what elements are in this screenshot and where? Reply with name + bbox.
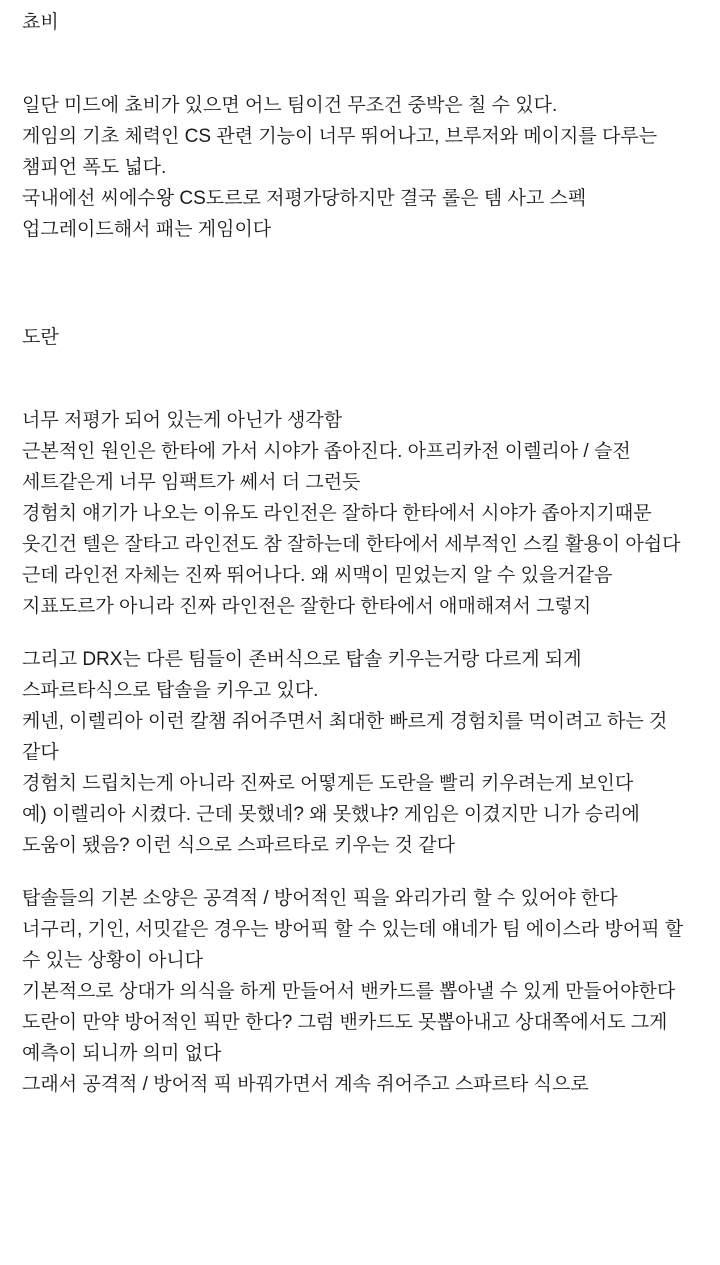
paragraph: 국내에선 씨에수왕 CS도르로 저평가당하지만 결국 롤은 템 사고 스펙 업그레이드해서 패는 게임이다 [22,188,592,240]
paragraph-group-doran [22,405,698,622]
paragraph: 근본적인 원인은 한타에 가서 시야가 좁아진다. 아프리카전 이렐리아 / 슬전 세트같은게 너무 임팩트가 쎄서 더 그런듯 [22,441,636,493]
spacer [22,622,698,644]
paragraph-group-drx [22,644,698,861]
paragraph: 경험치 드립치는게 아니라 진짜로 어떻게든 도란을 빨리 키우려는게 보인다 [22,773,634,794]
spacer [22,38,698,90]
section-heading-chovy: 쵸비 [22,12,59,33]
spacer [22,353,698,405]
paragraph: 케넨, 이렐리아 이런 칼챔 쥐어주면서 최대한 빠르게 경험치를 먹이려고 하는 것 같다 [22,711,673,763]
paragraph: 도란이 만약 방어적인 픽만 한다? 그럼 밴카드도 못뽑아내고 상대쪽에서도 그게 예측이 되니까 의미 없다 [22,1012,673,1064]
paragraph: 일단 미드에 쵸비가 있으면 어느 팀이건 무조건 중박은 칠 수 있다. [22,95,558,116]
spacer [22,245,698,323]
section-chovy [22,8,698,245]
paragraph: 지표도르가 아니라 진짜 라인전은 잘한다 한타에서 애매해져서 그렇지 [22,596,592,617]
paragraph: 게임의 기초 체력인 CS 관련 기능이 너무 뛰어나고, 브루저와 메이지를 다루는 챔피언 폭도 넓다. [22,126,663,178]
paragraph: 그래서 공격적 / 방어적 픽 바꿔가면서 계속 쥐어주고 스파르타 식으로 [22,1074,589,1095]
paragraph: 너구리, 기인, 서밋같은 경우는 방어픽 할 수 있는데 얘네가 팀 에이스라 방어픽 할 수 있는 상황이 아니다 [22,919,689,971]
paragraph-group-chovy [22,90,698,245]
paragraph: 경험치 얘기가 나오는 이유도 라인전은 잘하다 한타에서 시야가 좁아지기때문 [22,503,652,524]
paragraph: 웃긴건 텔은 잘타고 라인전도 참 잘하는데 한타에서 세부적인 스킬 활용이 아쉽다 [22,534,681,555]
section-heading-doran: 도란 [22,327,59,348]
section-topsol [22,883,698,1100]
paragraph-group-topsol [22,883,698,1100]
paragraph: 탑솔들의 기본 소양은 공격적 / 방어적인 픽을 와리가리 할 수 있어야 한다 [22,888,618,909]
paragraph: 너무 저평가 되어 있는게 아닌가 생각함 [22,410,343,431]
section-drx [22,644,698,861]
paragraph: 예) 이렐리아 시켰다. 근데 못했네? 왜 못했냐? 게임은 이겼지만 니가 승리에 도움이 됐음? 이런 식으로 스파르타로 키우는 것 같다 [22,804,646,856]
spacer [22,861,698,883]
paragraph: 기본적으로 상대가 의식을 하게 만들어서 밴카드를 뽑아낼 수 있게 만들어야한다 [22,981,676,1002]
paragraph: 근데 라인전 자체는 진짜 뛰어나다. 왜 씨맥이 믿었는지 알 수 있을거같음 [22,565,613,586]
paragraph: 그리고 DRX는 다른 팀들이 존버식으로 탑솔 키우는거랑 다르게 되게 스파르타식으로 탑솔을 키우고 있다. [22,649,587,701]
section-doran [22,323,698,622]
